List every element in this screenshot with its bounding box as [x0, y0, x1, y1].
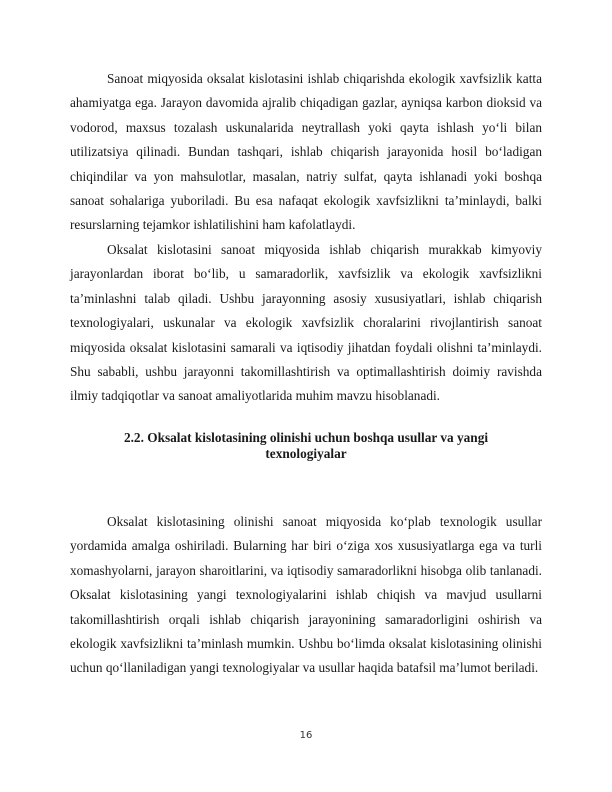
section-heading [70, 430, 542, 462]
page-number: 16 [299, 730, 313, 741]
paragraph-2: Oksalat kislotasini sanoat miqyosida ishlab chiqarish murakkab kimyoviy jarayonlardan iborat bo‘lib, u samaradorlik, xavfsizlik va ekologik xavfsizlikni ta’minlashni talab qiladi. Ushbu jarayonning asosiy xususiyatlari, ishlab chiqarish texnologiyalari, uskunalar va ekologik xavfsizlik choralarini rivojlantirish sanoat miqyosida oksalat kislotasini samarali va iqtisodiy jihatdan foydali olishni ta’minlaydi. Shu sababli, ushbu jarayonni takomillashtirish va optimallashtirish doimiy ravishda ilmiy tadqiqotlar va sanoat amaliyotlarida muhim mavzu hisoblanadi. [70, 242, 542, 404]
paragraph-3: Oksalat kislotasining olinishi sanoat miqyosida ko‘plab texnologik usullar yordamida amalga oshiriladi. Bularning har biri o‘ziga xos xususiyatlarga ega va turli xomashyolarni, jarayon sharoitlarini, va iqtisodiy samaradorlikni hisobga olib tanlanadi. Oksalat kislotasining yangi texnologiyalarini ishlab chiqish va mavjud usullarni takomillashtirish orqali ishlab chiqarish jarayonining samaradorligini oshirish va ekologik xavfsizlikni ta’minlash mumkin. Ushbu bo‘limda oksalat kislotasining olinishi uchun qo‘llaniladigan yangi texnologiyalar va usullar haqida batafsil ma’lumot beriladi. [70, 514, 542, 676]
section-heading-line-2: texnologiyalar [265, 446, 347, 461]
section-heading-line-1: 2.2. Oksalat kislotasining olinishi uchun boshqa usullar va yangi [123, 430, 489, 445]
paragraph-1: Sanoat miqyosida oksalat kislotasini ishlab chiqarishda ekologik xavfsizlik katta ahamiyatga ega. Jarayon davomida ajralib chiqadigan gazlar, ayniqsa karbon dioksid va vodorod, maxsus tozalash uskunalarida neytrallash yoki qayta ishlash yo‘li bilan utilizatsiya qilinadi. Bundan tashqari, ishlab chiqarish jarayonida hosil bo‘ladigan chiqindilar va yon mahsulotlar, masalan, natriy sulfat, qayta ishlanadi yoki boshqa sanoat sohalariga yuboriladi. Bu esa nafaqat ekologik xavfsizlikni ta’minlaydi, balki resurslarning tejamkor ishlatilishini ham kafolatlaydi. [70, 71, 542, 233]
